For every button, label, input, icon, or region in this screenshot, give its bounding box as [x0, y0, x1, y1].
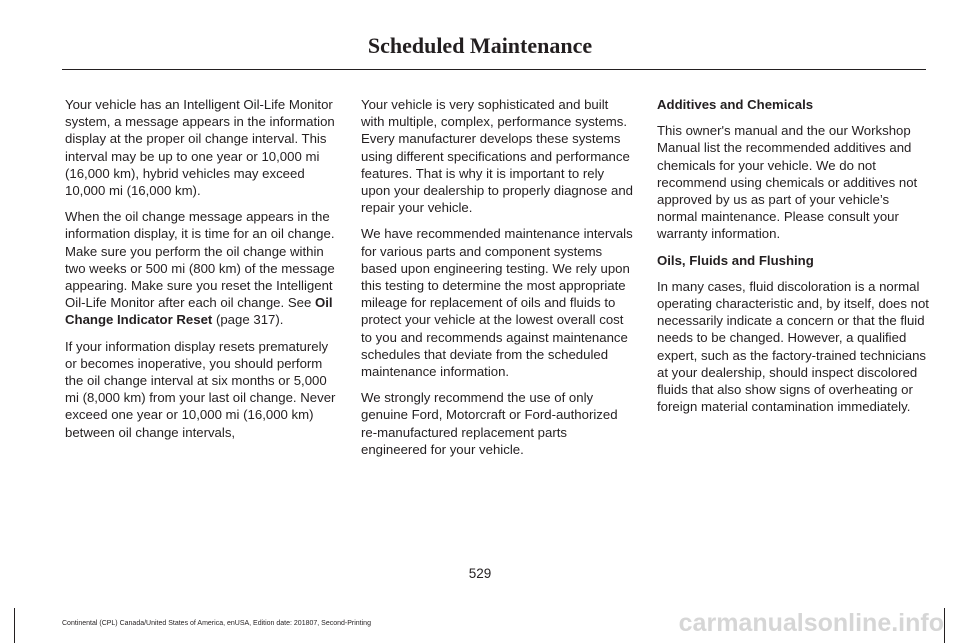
- heading-oils-fluids-flushing: Oils, Fluids and Flushing: [657, 252, 814, 268]
- crop-mark-left: [14, 608, 15, 643]
- paragraph-fluid-discoloration: In many cases, fluid discoloration is a normal operating characteristic and, by itself, does not necessarily indicate a concern or that the fluid needs to be changed. However, a qualified expert, such as the factory-trained technicians at your dealership, should inspect discolored fluids that also show signs of overheating or foreign material contamination immediately.: [657, 278, 929, 415]
- page-reference: (page 317).: [212, 312, 284, 328]
- page-title: Scheduled Maintenance: [367, 33, 593, 58]
- crop-mark-right: [944, 608, 945, 643]
- header-rule: [62, 69, 926, 70]
- column-3: [657, 96, 929, 424]
- paragraph-display-resets: If your information display resets prematurely or becomes inoperative, you should perform the oil change interval at six months or 5,000 mi (8,000 km) from your last oil change. Never exceed one year or 10,000 mi (16,000 km) between oil change intervals,: [65, 338, 336, 440]
- column-1: [65, 96, 337, 450]
- heading-additives-chemicals: Additives and Chemicals: [657, 97, 814, 112]
- paragraph-text: When the oil change message appears in the information display, it is time for an oil change. Make sure you perform the oil change within two weeks or 500 mi (800 km) of the message appearing. Make sure you reset the Intelligent Oil-Life Monitor after each oil change. See: [65, 209, 335, 311]
- paragraph-oil-change-message: [65, 208, 337, 328]
- paragraph-additives: This owner's manual and the our Workshop Manual list the recommended additives and chemicals for your vehicle. We do not recommend using chemicals or additives not approved by us as part of your vehicle’s normal maintenance. Please consult your warranty information.: [657, 123, 918, 242]
- paragraph-maintenance-intervals: We have recommended maintenance intervals for various parts and component systems based upon engineering testing. We rely upon this testing to determine the most appropriate mileage for replacement of oils and fluids to protect your vehicle at the lowest overall cost to you and recommends against maintenance schedules that deviate from the scheduled maintenance information.: [361, 226, 633, 380]
- watermark: carmanualsonline.info: [678, 609, 944, 637]
- page-number: 529: [468, 566, 492, 581]
- paragraph-sophisticated-vehicle: Your vehicle is very sophisticated and built with multiple, complex, performance systems. Every manufacturer develops these systems using different specifications and performance features. That is why it is important to rely upon your dealership to properly diagnose and repair your vehicle.: [361, 97, 633, 216]
- column-2: [361, 96, 633, 467]
- footer-edition-info: Continental (CPL) Canada/United States of America, enUSA, Edition date: 201807, Second-Printing: [62, 620, 371, 627]
- paragraph-genuine-parts: We strongly recommend the use of only genuine Ford, Motorcraft or Ford-authorized re-manufactured replacement parts engineered for your vehicle.: [361, 390, 618, 457]
- cross-reference-link[interactable]: Oil Change Indicator Reset: [65, 295, 333, 328]
- paragraph-oil-life-monitor: Your vehicle has an Intelligent Oil-Life Monitor system, a message appears in the information display at the proper oil change interval. This interval may be up to one year or 10,000 mi (16,000 km), hybrid vehicles may exceed 10,000 mi (16,000 km).: [65, 97, 335, 199]
